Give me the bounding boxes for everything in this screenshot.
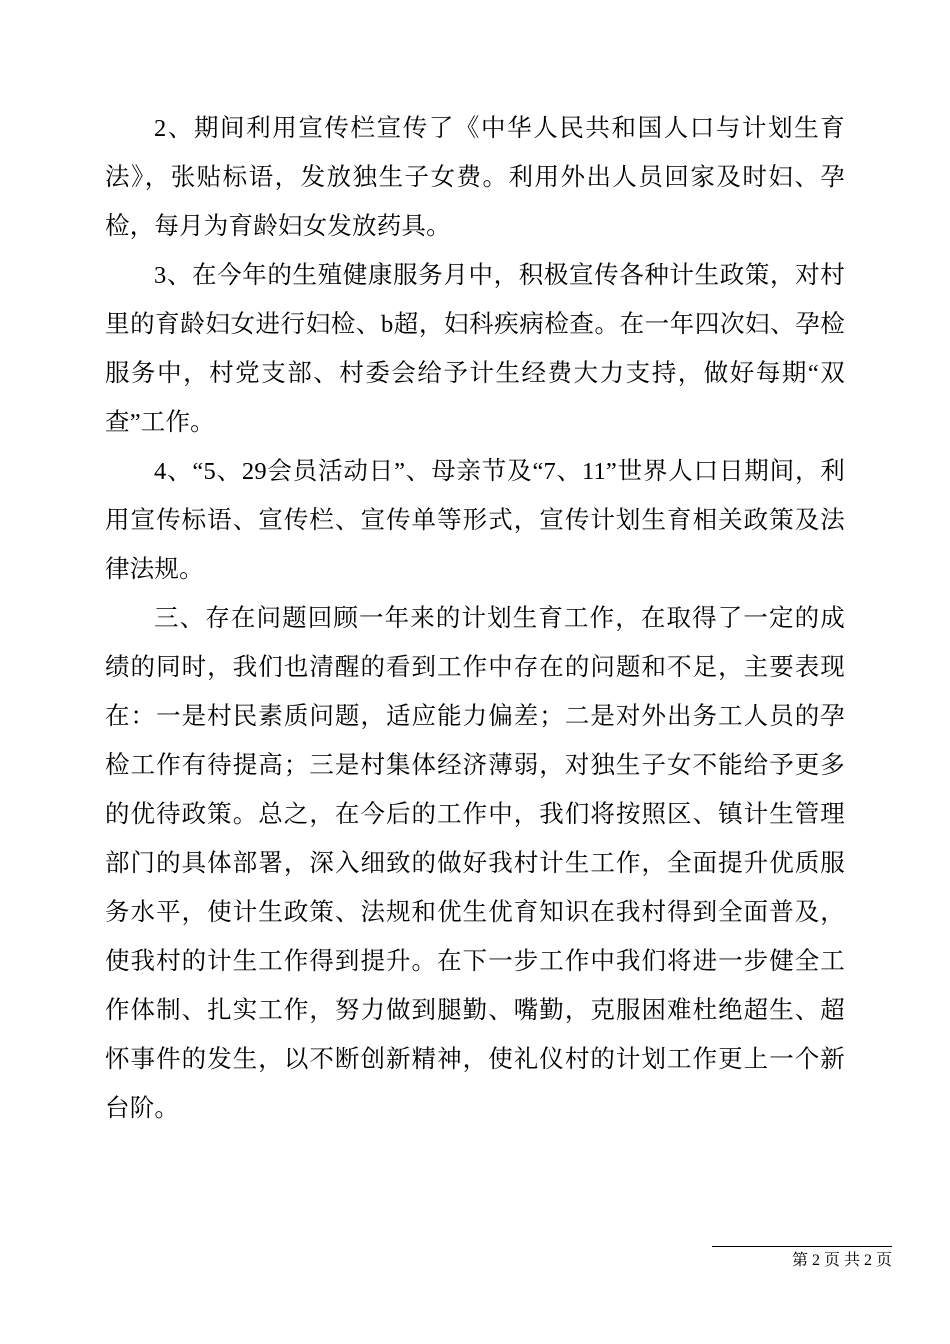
page-footer [712, 1246, 892, 1272]
footer-divider [712, 1246, 892, 1247]
paragraph-4: 三、存在问题回顾一年来的计划生育工作，在取得了一定的成绩的同时，我们也清醒的看到工作中存在的问题和不足，主要表现在：一是村民素质问题，适应能力偏差；二是对外出务工人员的孕检工作有待提高；三是村集体经济薄弱，对独生子女不能给予更多的优待政策。总之，在今后的工作中，我们将按照区、镇计生管理部门的具体部署，深入细致的做好我村计生工作，全面提升优质服务水平，使计生政策、法规和优生优育知识在我村得到全面普及，使我村的计生工作得到提升。在下一步工作中我们将进一步健全工作体制、扎实工作，努力做到腿勤、嘴勤，克服困难杜绝超生、超怀事件的发生，以不断创新精神，使礼仪村的计划工作更上一个新台阶。 [105, 605, 845, 1122]
paragraph-1: 2、期间利用宣传栏宣传了《中华人民共和国人口与计划生育法》，张贴标语，发放独生子女费。利用外出人员回家及时妇、孕检，每月为育龄妇女发放药具。 [105, 115, 845, 240]
page-number-label: 第 2 页 共 2 页 [791, 1252, 892, 1269]
paragraph-2: 3、在今年的生殖健康服务月中，积极宣传各种计生政策，对村里的育龄妇女进行妇检、b超，妇科疾病检查。在一年四次妇、孕检服务中，村党支部、村委会给予计生经费大力支持，做好每期“双查”工作。 [105, 262, 845, 436]
paragraph-3: 4、“5、29会员活动日”、母亲节及“7、11”世界人口日期间，利用宣传标语、宣传栏、宣传单等形式，宣传计划生育相关政策及法律法规。 [105, 458, 845, 583]
document-body [105, 104, 845, 1133]
